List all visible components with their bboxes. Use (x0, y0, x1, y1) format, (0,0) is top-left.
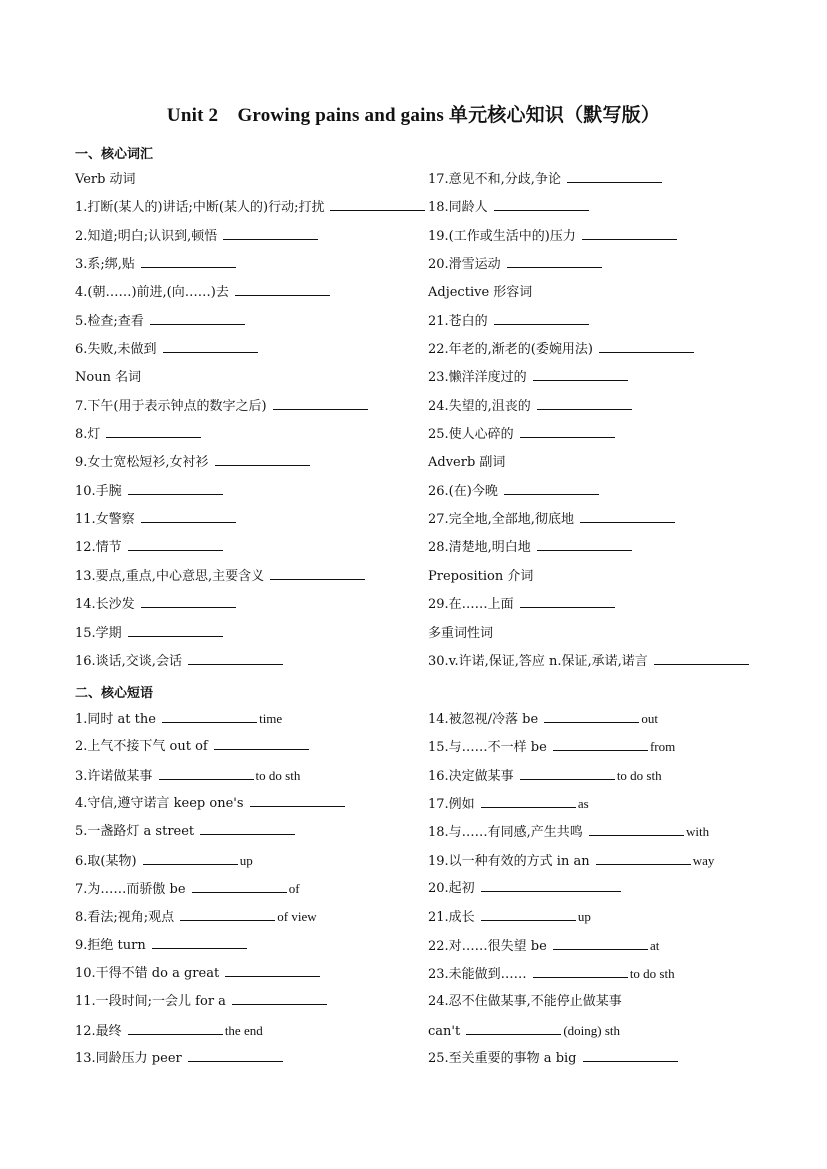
vocab-text: 10.手腕 (75, 483, 122, 499)
vocab-text: 11.女警察 (75, 512, 135, 528)
phrase-item (75, 1017, 425, 1045)
vocab-item (75, 591, 425, 619)
phrase-text: 21.成长 (428, 910, 479, 926)
vocab-text: 26.(在)今晚 (428, 483, 498, 499)
phrase-item (428, 932, 778, 960)
vocab-text: 17.意见不和,分歧,争论 (428, 172, 561, 187)
vocab-text: 1.打断(某人的)讲话;中断(某人的)行动;打扰 (75, 200, 325, 216)
answer-blank[interactable] (163, 340, 258, 353)
phrase-item (428, 762, 778, 790)
phrase-text: 13.同龄压力 peer (75, 1051, 186, 1067)
answer-blank[interactable] (270, 567, 365, 580)
phrase-text: can't (428, 1023, 465, 1039)
vocab-item (428, 251, 778, 279)
vocab-right-column (428, 166, 778, 676)
phrase-suffix: the end (224, 1022, 263, 1038)
vocab-item (75, 506, 425, 534)
phrase-item (75, 790, 425, 818)
answer-blank[interactable] (494, 198, 589, 211)
phrase-text: 5.一盏路灯 a street (75, 824, 199, 840)
answer-blank[interactable] (128, 1022, 223, 1035)
vocab-text: 9.女士宽松短衫,女衬衫 (75, 455, 209, 471)
answer-blank[interactable] (654, 652, 749, 665)
vocab-item (428, 421, 778, 449)
answer-blank[interactable] (533, 368, 628, 381)
phrase-text: 8.看法;视角;观点 (75, 910, 179, 926)
phrase-text: 10.干得不错 do a great (75, 966, 224, 982)
phrase-text: 22.对……很失望 be (428, 938, 551, 954)
vocab-item (428, 478, 778, 506)
vocab-item (75, 648, 425, 676)
phrase-suffix: of view (277, 909, 317, 925)
vocab-item (75, 421, 425, 449)
section-heading-phrases: 二、核心短语 (75, 686, 154, 701)
phrase-text: 20.起初 (428, 881, 479, 897)
answer-blank[interactable] (188, 1049, 283, 1062)
vocab-text: 27.完全地,全部地,彻底地 (428, 512, 574, 528)
vocab-item (428, 308, 778, 336)
phrase-suffix: at (649, 937, 660, 953)
vocab-text: 7.下午(用于表示钟点的数字之后) (75, 398, 267, 414)
answer-blank[interactable] (143, 852, 238, 865)
answer-blank[interactable] (188, 652, 283, 665)
phrase-suffix: time (259, 711, 283, 726)
vocab-text: 29.在……上面 (428, 597, 514, 613)
phrase-suffix: way (692, 852, 715, 868)
phrase-text: 2.上气不接下气 out of (75, 739, 212, 755)
vocab-text: 14.长沙发 (75, 597, 135, 613)
answer-blank[interactable] (589, 823, 684, 836)
vocab-text: Verb 动词 (75, 172, 136, 187)
answer-blank[interactable] (537, 397, 632, 410)
phrase-text: 17.例如 (428, 797, 479, 813)
phrase-text: 4.守信,遵守诺言 keep one's (75, 796, 248, 812)
vocab-text: 13.要点,重点,中心意思,主要含义 (75, 568, 265, 584)
answer-blank[interactable] (235, 283, 330, 296)
vocab-item (428, 506, 778, 534)
vocab-left-column (75, 166, 425, 676)
answer-blank[interactable] (106, 425, 201, 438)
vocab-text: 23.懒洋洋度过的 (428, 370, 527, 386)
answer-blank[interactable] (504, 482, 599, 495)
phrase-item (75, 818, 425, 846)
answer-blank[interactable] (466, 1022, 561, 1035)
vocab-text: 6.失败,未做到 (75, 342, 157, 358)
phrase-item (428, 960, 778, 988)
phrase-text: 12.最终 (75, 1023, 126, 1039)
phrase-item (75, 932, 425, 960)
phrase-item (75, 960, 425, 988)
answer-blank[interactable] (214, 737, 309, 750)
vocab-text: 21.苍白的 (428, 313, 488, 329)
vocab-text: 15.学期 (75, 625, 122, 641)
vocab-text: 30.v.许诺,保证,答应 n.保证,承诺,诺言 (428, 653, 648, 669)
answer-blank[interactable] (180, 908, 275, 921)
vocab-item (428, 534, 778, 562)
phrase-item (428, 818, 778, 846)
vocab-item (428, 364, 778, 392)
answer-blank[interactable] (580, 510, 675, 523)
answer-blank[interactable] (520, 425, 615, 438)
phrase-text: 6.取(某物) (75, 853, 141, 869)
vocab-item (75, 251, 425, 279)
phrase-item (75, 1045, 425, 1073)
phrase-item (75, 847, 425, 875)
phrases-right-column (428, 705, 778, 1073)
answer-blank[interactable] (481, 879, 621, 892)
answer-blank[interactable] (215, 453, 310, 466)
answer-blank[interactable] (141, 595, 236, 608)
answer-blank[interactable] (553, 738, 648, 751)
vocab-item (428, 591, 778, 619)
phrase-suffix: with (685, 824, 710, 840)
phrase-item (428, 1017, 778, 1045)
phrase-text: 11.一段时间;一会儿 for a (75, 994, 231, 1010)
answer-blank[interactable] (481, 795, 576, 808)
vocab-text: 3.系;绑,贴 (75, 257, 135, 273)
phrase-suffix: to do sth (255, 767, 301, 783)
phrase-suffix: from (649, 739, 676, 755)
vocab-text: 16.谈话,交谈,会话 (75, 653, 182, 669)
category-label (428, 279, 778, 307)
phrase-item (428, 733, 778, 761)
vocab-text: 2.知道;明白;认识到,顿悟 (75, 228, 218, 244)
vocab-item (75, 336, 425, 364)
answer-blank[interactable] (128, 538, 223, 551)
phrase-suffix: to do sth (629, 966, 675, 982)
vocab-item (75, 279, 425, 307)
answer-blank[interactable] (582, 227, 677, 240)
answer-blank[interactable] (567, 170, 662, 183)
vocab-item (75, 478, 425, 506)
phrase-text: 24.忍不住做某事,不能停止做某事 (428, 994, 622, 1010)
phrase-text: 1.同时 at the (75, 712, 161, 727)
phrase-text: 15.与……不一样 be (428, 740, 551, 756)
vocab-item (75, 534, 425, 562)
vocab-text: 5.检查;查看 (75, 313, 144, 329)
vocab-item (428, 336, 778, 364)
answer-blank[interactable] (225, 964, 320, 977)
vocab-text: Adjective 形容词 (428, 285, 533, 301)
vocab-item (75, 393, 425, 421)
vocab-text: Noun 名词 (75, 370, 142, 386)
answer-blank[interactable] (200, 822, 295, 835)
phrase-text: 14.被忽视/冷落 be (428, 712, 543, 727)
vocab-item (428, 223, 778, 251)
phrase-item (75, 875, 425, 903)
vocab-text: 多重词性词 (428, 625, 494, 641)
phrase-suffix: as (577, 796, 589, 812)
category-label (428, 563, 778, 591)
phrase-item (75, 988, 425, 1016)
phrase-item (428, 875, 778, 903)
category-label (428, 449, 778, 477)
answer-blank[interactable] (128, 482, 223, 495)
answer-blank[interactable] (533, 965, 628, 978)
phrase-item (428, 1045, 778, 1073)
answer-blank[interactable] (520, 767, 615, 780)
answer-blank[interactable] (150, 312, 245, 325)
answer-blank[interactable] (599, 340, 694, 353)
vocab-text: Preposition 介词 (428, 568, 534, 584)
answer-blank[interactable] (162, 710, 257, 723)
vocab-item (75, 194, 425, 222)
answer-blank[interactable] (141, 255, 236, 268)
answer-blank[interactable] (544, 710, 639, 723)
answer-blank[interactable] (128, 624, 223, 637)
phrase-item (428, 847, 778, 875)
phrase-suffix: up (577, 909, 591, 925)
phrase-text: 16.决定做某事 (428, 768, 518, 784)
page-title: Unit 2 Growing pains and gains 单元核心知识（默写版） (166, 105, 661, 126)
phrase-item (428, 705, 778, 733)
vocab-item (75, 449, 425, 477)
phrase-text: 23.未能做到…… (428, 967, 531, 983)
phrase-suffix: up (239, 852, 253, 868)
phrase-suffix: to do sth (616, 767, 662, 783)
answer-blank[interactable] (152, 936, 247, 949)
answer-blank[interactable] (507, 255, 602, 268)
answer-blank[interactable] (192, 880, 287, 893)
vocab-item (75, 563, 425, 591)
vocab-item (75, 620, 425, 648)
phrase-suffix: out (641, 711, 658, 726)
phrases-left-column (75, 705, 425, 1073)
phrase-item (428, 790, 778, 818)
vocab-item (428, 648, 778, 676)
vocab-item (428, 166, 778, 194)
answer-blank[interactable] (583, 1049, 678, 1062)
answer-blank[interactable] (553, 937, 648, 950)
category-label (428, 620, 778, 648)
phrase-text: 19.以一种有效的方式 in an (428, 853, 594, 869)
phrase-text: 25.至关重要的事物 a big (428, 1051, 581, 1067)
answer-blank[interactable] (250, 794, 345, 807)
answer-blank[interactable] (520, 595, 615, 608)
vocab-text: 19.(工作或生活中的)压力 (428, 228, 576, 244)
answer-blank[interactable] (330, 198, 425, 211)
phrase-text: 9.拒绝 turn (75, 937, 150, 953)
phrase-suffix: (doing) sth (563, 1022, 621, 1038)
vocab-text: 18.同龄人 (428, 200, 488, 216)
phrase-item (428, 988, 778, 1016)
answer-blank[interactable] (159, 767, 254, 780)
vocab-item (428, 194, 778, 222)
vocab-text: 22.年老的,渐老的(委婉用法) (428, 342, 593, 358)
phrase-text: 7.为……而骄傲 be (75, 882, 190, 898)
vocab-item (428, 393, 778, 421)
vocab-text: 8.灯 (75, 427, 101, 443)
vocab-text: 25.使人心碎的 (428, 427, 514, 443)
vocab-text: 4.(朝……)前进,(向……)去 (75, 285, 229, 301)
category-label (75, 364, 425, 392)
vocab-text: Adverb 副词 (428, 455, 506, 471)
answer-blank[interactable] (596, 852, 691, 865)
phrase-item (75, 705, 425, 733)
phrase-text: 18.与……有同感,产生共鸣 (428, 825, 587, 841)
phrase-suffix: of (288, 881, 300, 897)
answer-blank[interactable] (232, 992, 327, 1005)
vocab-text: 20.滑雪运动 (428, 257, 501, 273)
answer-blank[interactable] (141, 510, 236, 523)
phrase-item (75, 733, 425, 761)
vocab-text: 24.失望的,沮丧的 (428, 398, 531, 414)
phrase-text: 3.许诺做某事 (75, 768, 157, 784)
phrase-item (428, 903, 778, 931)
phrase-item (75, 762, 425, 790)
answer-blank[interactable] (537, 538, 632, 551)
vocab-item (75, 223, 425, 251)
section-heading-vocabulary: 一、核心词汇 (75, 147, 154, 162)
answer-blank[interactable] (273, 397, 368, 410)
phrase-item (75, 903, 425, 931)
answer-blank[interactable] (494, 312, 589, 325)
vocab-text: 12.情节 (75, 540, 122, 556)
category-label (75, 166, 425, 194)
vocab-item (75, 308, 425, 336)
answer-blank[interactable] (223, 227, 318, 240)
answer-blank[interactable] (481, 908, 576, 921)
vocab-text: 28.清楚地,明白地 (428, 540, 531, 556)
